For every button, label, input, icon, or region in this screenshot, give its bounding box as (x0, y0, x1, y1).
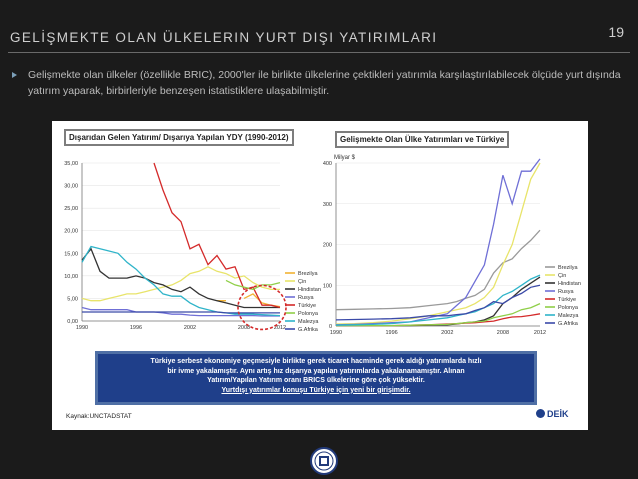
banner-line-3: Yatırım/Yapılan Yatırım oranı BRICS ülkelerine göre çok yüksektir. (207, 377, 425, 384)
right-line-chart (322, 151, 588, 351)
left-chart-x-tick-label: 2008 (237, 325, 251, 331)
left-chart-y-tick-label: 10,00 (64, 273, 78, 280)
figure-image (52, 121, 588, 430)
right-chart-legend-label: Brezilya (558, 265, 578, 271)
right-chart-x-tick-label: 2002 (441, 330, 454, 336)
left-chart-y-tick-label: 35,00 (64, 161, 78, 167)
left-chart-legend-label: Polonya (298, 311, 318, 317)
right-chart-legend-label: G.Afrika (558, 321, 578, 327)
right-chart-legend-label: Türkiye (558, 297, 577, 303)
left-chart-y-tick-label: 25,00 (64, 206, 78, 213)
left-chart-x-tick-label: 2002 (183, 325, 197, 331)
right-chart-y-tick-label: 0 (328, 324, 332, 330)
left-chart-legend-label: Çin (298, 279, 307, 285)
left-chart-legend-label: Brezilya (298, 271, 318, 277)
right-chart-legend-label: Malezya (558, 313, 579, 319)
source-note: Kaynak:UNCTADSTAT (66, 413, 132, 420)
banner-line-1: Türkiye serbest ekonomiye geçmesiyle birlikte gerek ticaret hacminde gerek aldığı yatırımlarda hızlı (150, 358, 482, 365)
left-chart-y-tick-label: 0,00 (67, 319, 78, 325)
right-chart-x-tick-label: 2012 (533, 330, 547, 336)
deik-logo: DEİK (536, 409, 569, 419)
right-chart-series-Polonya (336, 304, 540, 326)
left-line-chart (52, 151, 322, 351)
left-chart-legend-label: G.Afrika (298, 327, 318, 333)
left-panel-title: Dışarıdan Gelen Yatırım/ Dışarıya Yapılan YDY (1990-2012) (64, 129, 294, 146)
banner-link[interactable]: Yurtdışı yatırımlar konuşu Türkiye için yeni bir girişimdir. (221, 386, 411, 394)
left-chart-y-tick-label: 5,00 (67, 296, 78, 303)
left-chart-x-tick-label: 2012 (273, 325, 287, 331)
left-chart-y-tick-label: 15,00 (64, 251, 78, 258)
right-chart-x-tick-label: 1990 (329, 330, 343, 336)
right-chart-series-Brezilya (336, 230, 540, 310)
slide-title: GELİŞMEKTE OLAN ÜLKELERIN YURT DIŞI YATIRIMLARI (10, 30, 438, 45)
left-chart-x-tick-label: 1990 (75, 325, 89, 331)
left-chart-x-tick-label: 1996 (129, 325, 143, 331)
left-chart-y-tick-label: 30,00 (64, 183, 78, 190)
right-chart-legend-label: Hindistan (558, 281, 581, 287)
banner-line-2: bir ivme yakalamıştır. Aynı artış hız dışarıya yapılan yatırımlarda yakalanamamıştır. Alınan (167, 367, 465, 375)
right-chart-unit-label: Milyar $ (334, 155, 356, 161)
right-chart-y-tick-label: 400 (322, 161, 332, 167)
title-divider (8, 52, 630, 53)
right-chart-legend-label: Polonya (558, 305, 578, 311)
left-chart-y-tick-label: 20,00 (64, 228, 78, 235)
page-number: 19 (608, 24, 624, 40)
left-chart-legend-label: Türkiye (298, 303, 317, 309)
right-panel-title: Gelişmekte Olan Ülke Yatırımları ve Türkiye (335, 131, 509, 148)
bullet-arrow-icon (12, 72, 17, 78)
bullet-text: Gelişmekte olan ülkeler (özellikle BRIC), 2000'ler ile birlikte ülkelerine çektikleri yatırımla karşılaştırılabilecek ölçüde yurt dışında yatırım yaparak, birbirleriyle benzeşen istatistiklere ulaşabilmiştir. (28, 69, 621, 97)
right-chart-legend-label: Çin (558, 273, 567, 279)
left-chart-legend-label: Malezya (298, 319, 319, 325)
emblem-icon (310, 447, 338, 475)
right-chart-y-tick-label: 100 (322, 283, 332, 290)
right-chart-x-tick-label: 2008 (496, 330, 510, 336)
left-chart-legend-label: Rusya (298, 295, 314, 301)
right-chart-legend-label: Rusya (558, 289, 574, 295)
right-chart-y-tick-label: 200 (322, 242, 332, 249)
info-banner (95, 351, 537, 405)
right-chart-y-tick-label: 300 (322, 201, 332, 208)
right-chart-x-tick-label: 1996 (385, 330, 398, 336)
left-chart-series-G.Afrika (82, 312, 280, 313)
left-chart-legend-label: Hindistan (298, 287, 321, 293)
deik-logo-icon (536, 409, 545, 418)
